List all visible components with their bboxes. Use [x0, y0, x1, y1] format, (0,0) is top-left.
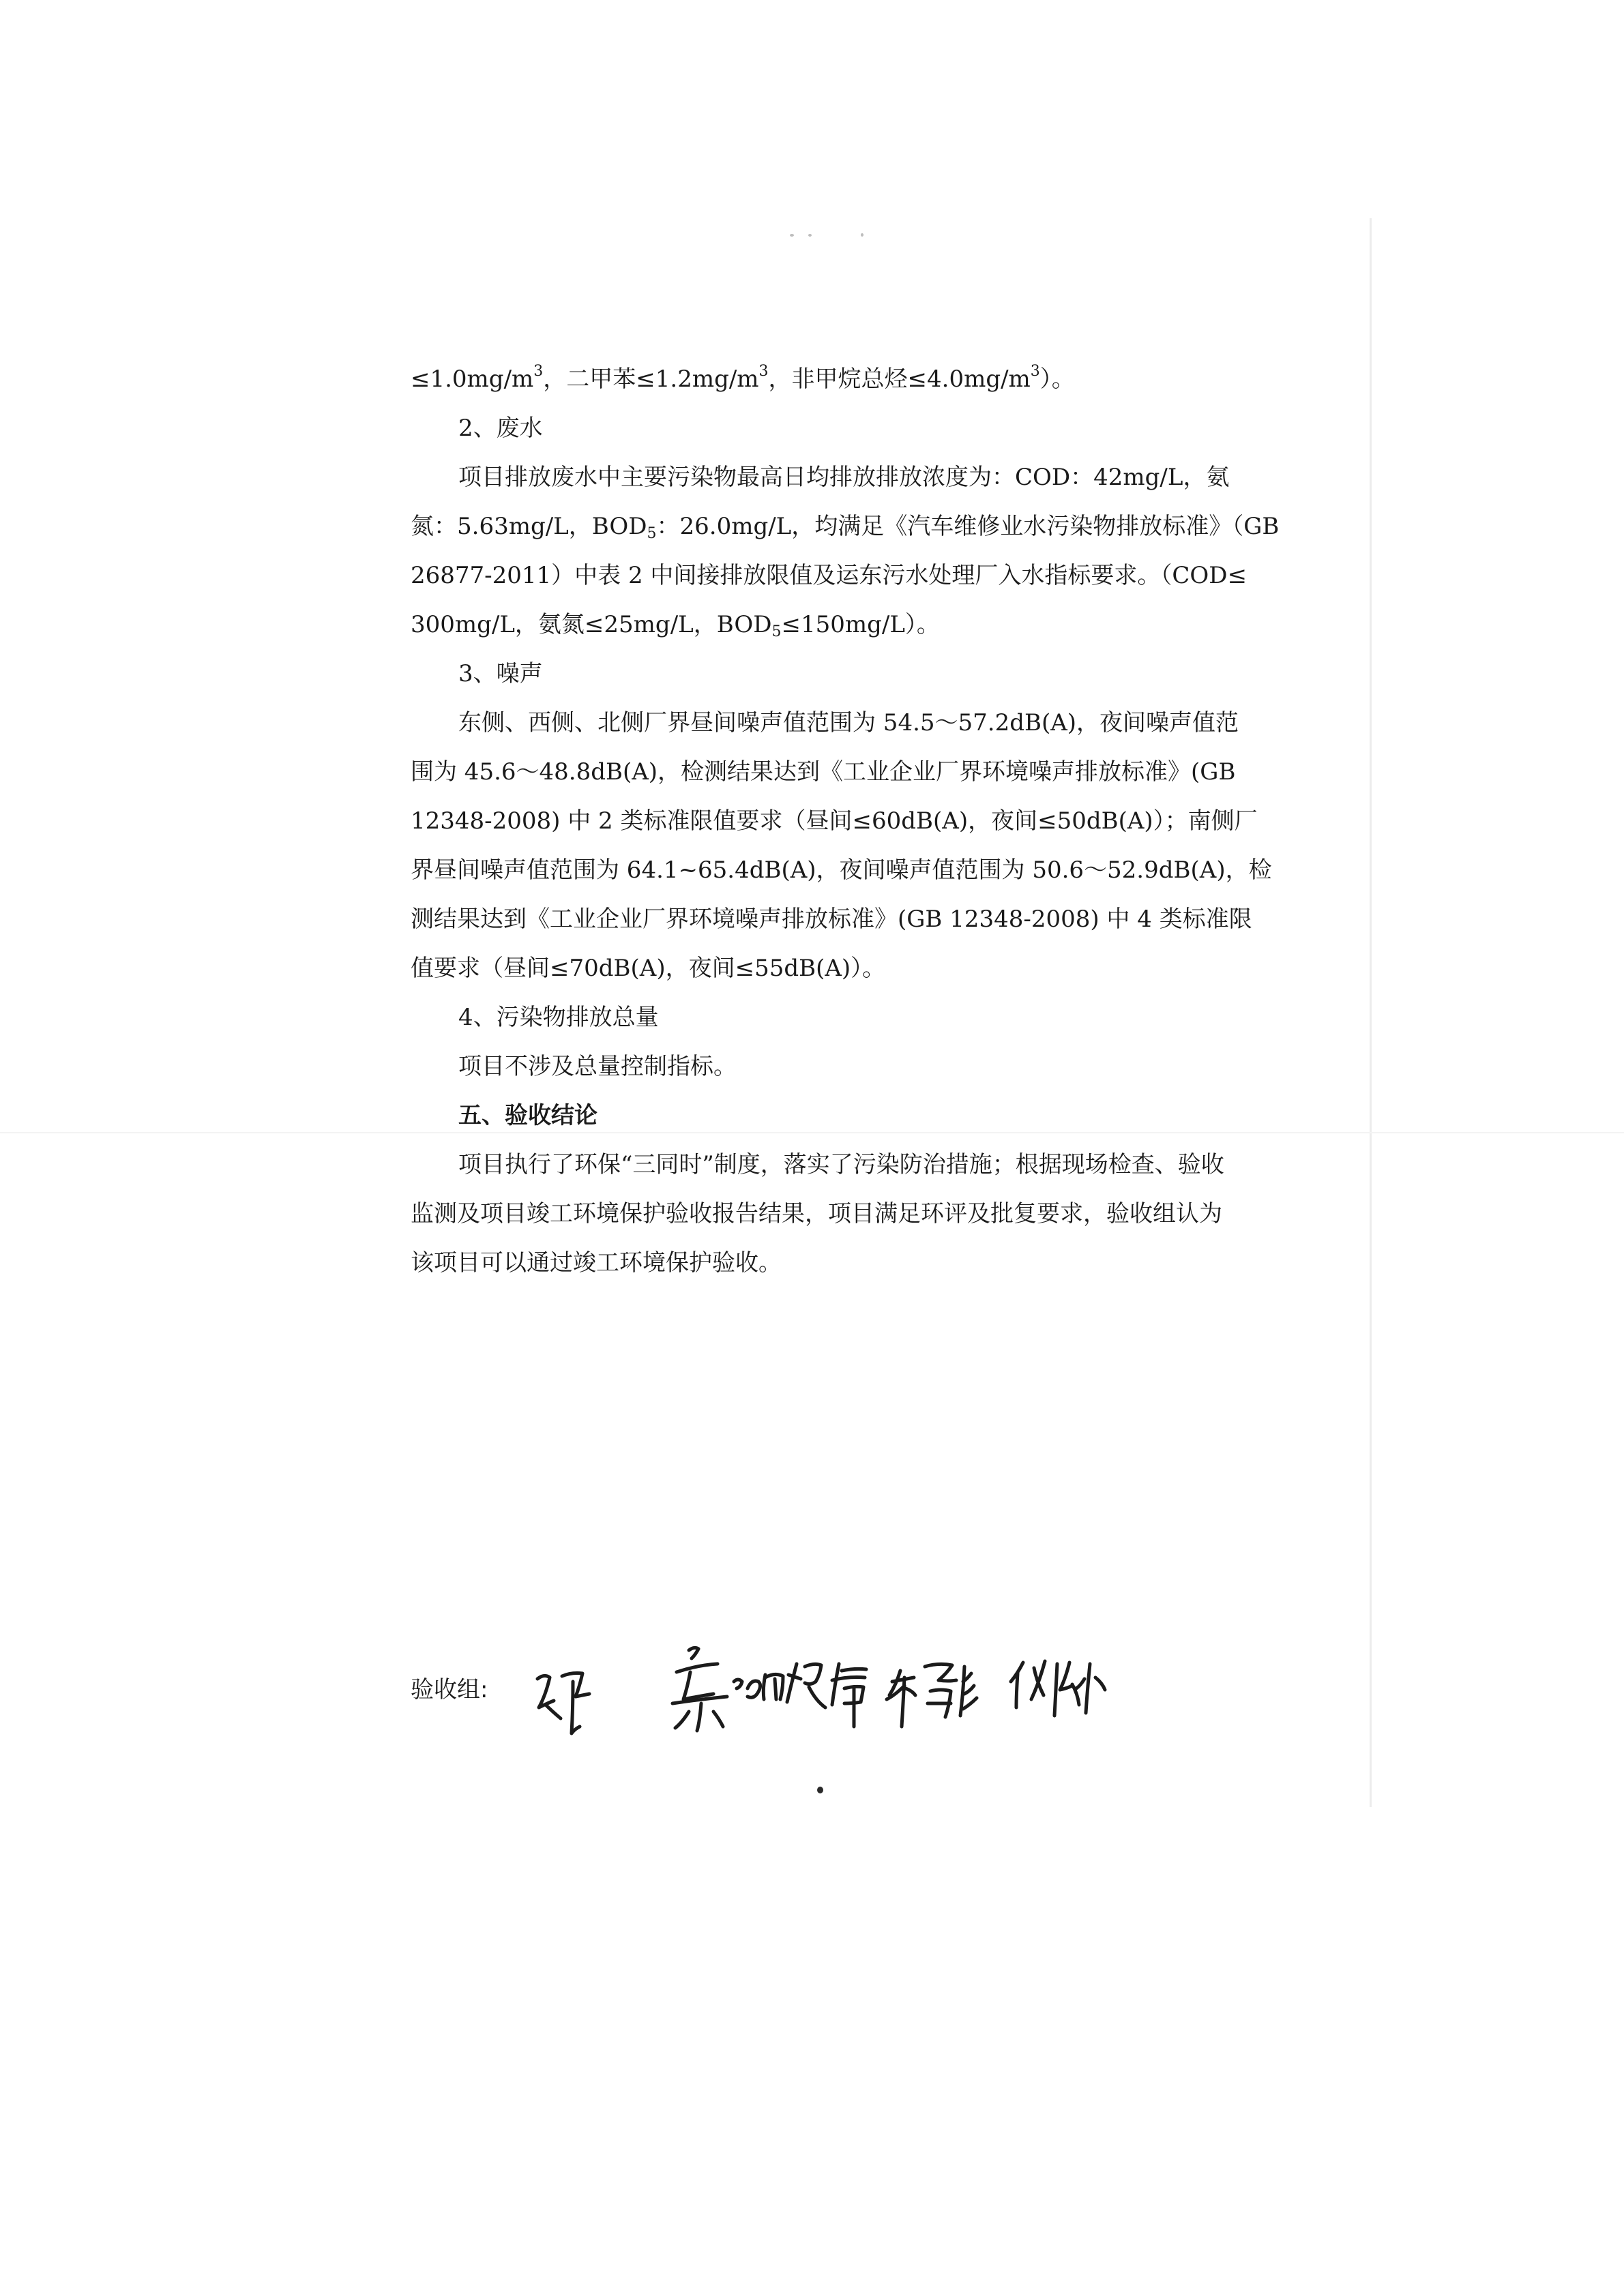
text-segment: ，二甲苯≤1.2mg/m	[543, 366, 759, 393]
document-body	[411, 355, 1280, 1287]
conclusion-line-1: 项目执行了环保“三同时”制度，落实了污染防治措施；根据现场检查、验收	[458, 1151, 1224, 1178]
noise-line-5: 测结果达到《工业企业厂界环境噪声排放标准》(GB 12348-2008) 中 4 类标准限	[411, 906, 1252, 933]
text-segment: ）。	[1039, 366, 1075, 393]
signature-4	[887, 1664, 977, 1727]
wastewater-line-2	[411, 502, 1280, 551]
wastewater-line-4	[411, 600, 1215, 649]
subscript: 5	[771, 623, 782, 640]
signature-1	[537, 1673, 589, 1734]
ink-dot	[817, 1787, 823, 1793]
air-emission-line	[411, 355, 1215, 404]
text-segment: ：26.0mg/L，均满足《汽车维修业水污染物排放标准》（GB	[656, 513, 1280, 540]
scanned-page-edge	[1370, 218, 1372, 1807]
section-heading-total-emission: 4、污染物排放总量	[458, 1004, 659, 1031]
text-segment: 300mg/L，氨氮≤25mg/L，BOD	[411, 611, 772, 638]
conclusion-line-2: 监测及项目竣工环境保护验收报告结果，项目满足环评及批复要求，验收组认为	[411, 1200, 1222, 1227]
handwritten-signatures	[518, 1623, 1200, 1759]
conclusion-line-3: 该项目可以通过竣工环境保护验收。	[411, 1249, 782, 1277]
section-heading-conclusion: 五、验收结论	[458, 1102, 597, 1129]
text-segment: ，非甲烷总烃≤4.0mg/m	[768, 366, 1031, 393]
scan-speck	[790, 234, 794, 237]
scan-speck	[808, 234, 812, 237]
section-heading-wastewater: 2、废水	[458, 415, 543, 442]
scan-speck	[861, 233, 863, 237]
text-segment: ≤150mg/L）。	[781, 611, 940, 638]
superscript: 3	[758, 363, 769, 380]
noise-line-3: 12348-2008) 中 2 类标准限值要求（昼间≤60dB(A)，夜间≤50dB(A)）；南侧厂	[411, 807, 1258, 835]
subscript: 5	[647, 525, 657, 542]
superscript: 3	[1030, 363, 1040, 380]
wastewater-line-1: 项目排放废水中主要污染物最高日均排放排放浓度为：COD：42mg/L，氨	[458, 464, 1230, 491]
noise-line-6: 值要求（昼间≤70dB(A)，夜间≤55dB(A)）。	[411, 955, 886, 982]
text-segment: ≤1.0mg/m	[411, 366, 534, 393]
noise-line-2: 围为 45.6～48.8dB(A)，检测结果达到《工业企业厂界环境噪声排放标准》(GB	[411, 758, 1236, 786]
signature-2	[673, 1648, 783, 1731]
section-heading-noise: 3、噪声	[458, 660, 543, 687]
signature-3	[787, 1664, 866, 1727]
noise-line-4: 界昼间噪声值范围为 64.1~65.4dB(A)，夜间噪声值范围为 50.6～52.9dB(A)，检	[411, 856, 1272, 884]
total-emission-text: 项目不涉及总量控制指标。	[458, 1053, 737, 1080]
superscript: 3	[533, 363, 544, 380]
wastewater-line-3: 26877-2011）中表 2 中间接排放限值及运东污水处理厂入水指标要求。（COD≤	[411, 562, 1247, 589]
acceptance-group-label: 验收组:	[411, 1676, 488, 1703]
noise-line-1: 东侧、西侧、北侧厂界昼间噪声值范围为 54.5～57.2dB(A)，夜间噪声值范	[458, 709, 1239, 736]
signature-5	[1011, 1661, 1105, 1716]
text-segment: 氮：5.63mg/L，BOD	[411, 513, 647, 540]
